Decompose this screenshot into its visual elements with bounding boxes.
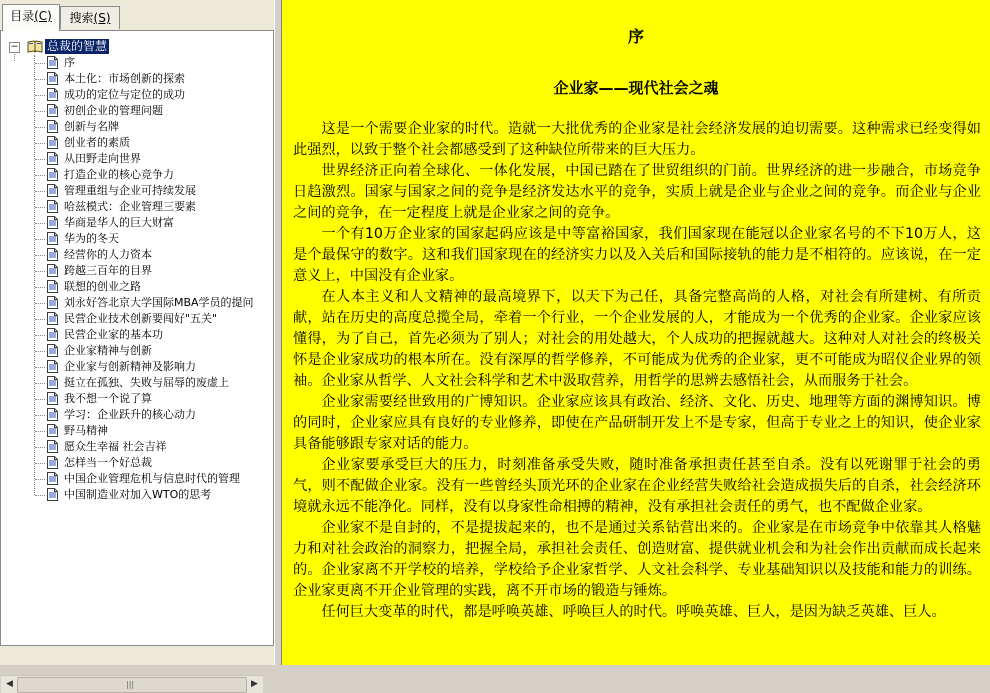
tree-connector [34, 55, 35, 495]
tree-connector [35, 367, 45, 368]
document-icon [47, 424, 58, 437]
tab-contents-hotkey: (C) [34, 9, 52, 23]
tree-connector [35, 495, 45, 496]
tree-item-label[interactable]: 从田野走向世界 [64, 152, 141, 165]
tree-connector [35, 447, 45, 448]
paragraph: 任何巨大变革的时代，都是呼唤英雄、呼唤巨人的时代。呼唤英雄、巨人，是因为缺乏英雄、巨人。 [321, 604, 946, 620]
scroll-left-icon[interactable]: ◀ [6, 679, 13, 689]
tree-connector [35, 175, 45, 176]
tree-item-label[interactable]: 华商是华人的巨大财富 [64, 216, 174, 229]
tree-connector [35, 335, 45, 336]
document-icon [47, 344, 58, 357]
tree-item-label[interactable]: 初创企业的管理问题 [64, 104, 163, 117]
document-icon [47, 440, 58, 453]
document-icon [47, 296, 58, 309]
tree-connector [35, 95, 45, 96]
document-icon [47, 232, 58, 245]
document-icon [47, 392, 58, 405]
tree-root-label[interactable]: 总裁的智慧 [47, 39, 108, 53]
tree-connector [35, 239, 45, 240]
paragraph: 世界经济正向着全球化、一体化发展，中国已踏在了世贸组织的门前。世界经济的进一步融合，市场竞争日趋激烈。国家与国家之间的竞争是经济发达水平的竞争，实质上就是企业与企业之间的竞争。而企业与企业之间的竞争，在一定程度上就是企业家之间的竞争。 [293, 163, 981, 221]
tree-item-label[interactable]: 打造企业的核心竞争力 [64, 168, 174, 181]
tree-connector [35, 191, 45, 192]
tree-item-label[interactable]: 怎样当一个好总裁 [64, 456, 152, 469]
tree-connector [35, 463, 45, 464]
paragraph: 在人本主义和人文精神的最高境界下，以天下为己任，具备完整高尚的人格，对社会有所建树、有所贡献，站在历史的高度总揽全局，牵着一个行业，一个企业发展的人，才能成为一个优秀的企业家。企业家应该懂得，为了自己，首先必须为了别人；对社会的用处越大，个人成功的把握就越大。这种对人对社会的终极关怀是企业家成功的根本所在。没有深厚的哲学修养，不可能成为优秀的企业家，更不可能成为昭仪企业界的领袖。企业家从哲学、人文社会科学和艺术中汲取营养，用哲学的思辨去感悟社会，从而服务于社会。 [293, 289, 981, 389]
tree-item-label[interactable]: 华为的冬天 [64, 232, 119, 245]
scroll-thumb[interactable] [17, 677, 247, 693]
tree-connector [35, 111, 45, 112]
paragraph: 企业家不是自封的，不是提拔起来的，也不是通过关系钻营出来的。企业家是在市场竞争中依靠其人格魅力和对社会政治的洞察力，把握全局，承担社会责任、创造财富、提供就业机会和为社会作出贡献而成长起来的。企业家离不开学校的培养，学校给予企业家哲学、人文社会科学、专业基础知识以及技能和能力的训练。企业家更离不开企业管理的实践，离不开市场的锻造与锤炼。 [293, 520, 981, 599]
document-icon [47, 472, 58, 485]
page-title: 序 [627, 27, 644, 46]
pane-splitter[interactable] [274, 0, 282, 665]
document-icon [47, 56, 58, 69]
tree-item-label[interactable]: 企业家与创新精神及影响力 [64, 360, 196, 373]
contents-panel [0, 30, 274, 689]
document-icon [47, 120, 58, 133]
tree-item-label[interactable]: 企业家精神与创新 [64, 344, 152, 357]
tree-item-label[interactable]: 经营你的人力资本 [64, 248, 152, 261]
tree-item-label[interactable]: 民营企业家的基本功 [64, 328, 163, 341]
paragraph: 企业家需要经世致用的广博知识。企业家应该具有政治、经济、文化、历史、地理等方面的渊博知识。博的同时，企业家应具有良好的专业修养，即使在产品研制开发上不是专家，但高于专业之上的知识，使企业家具备能够跟专家对话的能力。 [293, 394, 981, 452]
tree-connector [35, 63, 45, 64]
tree-item-label[interactable]: 学习：企业跃升的核心动力 [64, 408, 196, 421]
tab-contents[interactable] [2, 4, 60, 31]
tree-connector [35, 399, 45, 400]
document-icon [47, 184, 58, 197]
tree-connector [35, 415, 45, 416]
tree-item-label[interactable]: 管理重组与企业可持续发展 [64, 184, 196, 197]
content-pane [282, 0, 990, 665]
document-icon [47, 152, 58, 165]
document-icon [47, 456, 58, 469]
document-icon [47, 216, 58, 229]
tree-item-label[interactable]: 成功的定位与定位的成功 [64, 88, 185, 101]
toc-tree[interactable] [1, 31, 263, 645]
tree-connector [35, 271, 45, 272]
tree-item-label[interactable]: 野马精神 [64, 424, 108, 437]
tree-connector [35, 319, 45, 320]
tree-connector [35, 223, 45, 224]
paragraph: 这是一个需要企业家的时代。造就一大批优秀的企业家是社会经济发展的迫切需要。这种需求已经变得如此强烈，以致于整个社会都感受到了这种缺位所带来的巨大压力。 [293, 121, 981, 158]
article-body [293, 119, 981, 623]
tab-search[interactable] [60, 6, 120, 29]
tree-connector [35, 351, 45, 352]
document-icon [47, 488, 58, 501]
tree-connector [35, 255, 45, 256]
grip-icon: ||| [126, 680, 135, 689]
tree-item-label[interactable]: 中国企业管理危机与信息时代的管理 [64, 472, 240, 485]
tree-connector [35, 303, 45, 304]
tab-search-label: 搜索 [69, 11, 94, 25]
tree-item-label[interactable]: 创业者的素质 [64, 136, 130, 149]
tree-connector [35, 79, 45, 80]
collapse-icon[interactable]: − [10, 42, 19, 52]
document-icon [47, 376, 58, 389]
tree-item-label[interactable]: 民营企业技术创新要闯好"五关" [64, 312, 218, 325]
document-icon [47, 360, 58, 373]
tree-connector [35, 479, 45, 480]
tab-contents-label: 目录 [10, 9, 35, 23]
document-icon [47, 280, 58, 293]
tree-item-label[interactable]: 哈兹模式：企业管理三要素 [64, 200, 196, 213]
tree-connector [35, 287, 45, 288]
tree-connector [35, 431, 45, 432]
book-icon [27, 39, 43, 54]
paragraph: 一个有10万企业家的国家起码应该是中等富裕国家，我们国家现在能冠以企业家名号的不下10万人，这是个最保守的数字。这和我们国家现在的经济实力以及入关后和国际接轨的能力是不相符的。应该说，在一定意义上，中国没有企业家。 [293, 226, 981, 284]
tree-item-label[interactable]: 我不想一个说了算 [64, 392, 152, 405]
tree-connector [35, 383, 45, 384]
tree-item-label[interactable]: 中国制造业对加入WTO的思考 [64, 488, 212, 501]
left-panel [0, 0, 274, 689]
tree-item-label[interactable]: 愿众生幸福 社会吉祥 [64, 440, 167, 453]
document-icon [47, 136, 58, 149]
document-icon [47, 104, 58, 117]
tree-connector [35, 143, 45, 144]
scroll-right-icon[interactable]: ▶ [251, 679, 258, 689]
document-icon [47, 248, 58, 261]
article-title: 企业家——现代社会之魂 [553, 79, 719, 97]
tree-connector [35, 159, 45, 160]
tree-item-label[interactable]: 序 [64, 56, 75, 69]
document-icon [47, 72, 58, 85]
document-icon [47, 408, 58, 421]
document-icon [47, 264, 58, 277]
tab-search-hotkey: (S) [93, 11, 111, 25]
tree-item-label[interactable]: 跨越三百年的目界 [64, 264, 152, 277]
document-icon [47, 168, 58, 181]
document-icon [47, 328, 58, 341]
tree-connector [35, 127, 45, 128]
tree-item-label[interactable]: 挺立在孤独、失败与屈辱的废虚上 [64, 376, 229, 389]
horizontal-scrollbar[interactable] [1, 675, 263, 693]
tree-item-label[interactable]: 本土化：市场创新的探索 [64, 72, 185, 85]
tree-item-label[interactable]: 联想的创业之路 [64, 280, 141, 293]
tree-item-label[interactable]: 刘永好答北京大学国际MBA学员的提问 [64, 296, 254, 309]
tree-item-label[interactable]: 创新与名牌 [64, 120, 119, 133]
tab-bar [0, 4, 274, 30]
document-icon [47, 312, 58, 325]
document-icon [47, 200, 58, 213]
tree-connector [35, 207, 45, 208]
paragraph: 企业家要承受巨大的压力，时刻准备承受失败，随时准备承担责任甚至自杀。没有以死谢罪于社会的勇气，则不配做企业家。没有一些曾经头顶光环的企业家在企业经营失败给社会造成损失后的自杀，社会经济环境就永远不能净化。同样，没有以身家性命相搏的精神，没有承担社会责任的勇气，也不配做企业家。 [293, 457, 981, 515]
document-icon [47, 88, 58, 101]
